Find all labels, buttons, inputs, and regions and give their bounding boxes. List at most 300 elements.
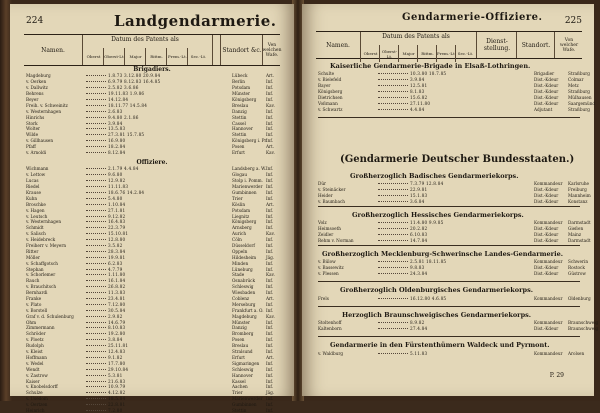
row-name: Zeidler: [318, 232, 334, 238]
row-place: Kommandeur: [534, 351, 563, 357]
dot-leader: [86, 310, 106, 311]
row-name: Schulte: [318, 71, 335, 77]
row-place: Sigmaringen: [232, 360, 260, 366]
header-subcol: Sec.-Lt.: [455, 45, 475, 62]
dot-leader: [378, 228, 408, 229]
dot-leader: [86, 304, 106, 305]
row-rank: Inf.: [266, 396, 274, 402]
header-subcol: Oberst-Lt.: [103, 48, 125, 65]
row-dates: 9.6.80: [108, 172, 123, 178]
row-dates: 16.12.80 4.6.85: [410, 296, 447, 302]
row-rank: Konstanz: [568, 199, 588, 205]
table-row: [26, 284, 278, 290]
table-row: [318, 296, 591, 302]
row-name: v. Oertzen: [26, 402, 48, 408]
row-name: v. Knobelsdorff: [26, 384, 58, 390]
dot-leader: [86, 99, 106, 100]
row-name: Dietrichsen: [318, 95, 343, 100]
row-dates: 7.2.80: [108, 407, 123, 413]
row-dates: 9.4.80 2.1.86: [108, 114, 139, 120]
row-dates: 10.3.80 18.7.85: [410, 71, 447, 77]
row-place: Schleswig: [232, 366, 254, 372]
row-name: v. Waldburg: [318, 351, 344, 357]
table-row: [26, 390, 278, 396]
dot-leader: [378, 189, 408, 190]
row-rank: Inf.: [266, 407, 274, 413]
row-dates: 12.4.83: [108, 349, 126, 355]
dot-leader: [378, 353, 408, 354]
table-row: [26, 349, 278, 355]
row-rank: Braunschweig: [568, 320, 599, 326]
row-place: Kommandeur: [534, 181, 563, 187]
row-dates: 18.2.84: [108, 144, 126, 150]
row-place: Kommandeur: [534, 259, 563, 265]
row-dates: 5.11.83: [410, 351, 428, 357]
dot-leader: [86, 239, 106, 240]
row-dates: 15.10.81: [108, 231, 129, 237]
table-row: [318, 187, 587, 193]
row-rank: Kav.: [266, 313, 275, 319]
table-row: [26, 301, 278, 307]
row-place: Breslau: [232, 343, 249, 349]
row-dates: 18.5.84: [108, 396, 126, 402]
row-rank: Oldenburg: [568, 296, 591, 302]
table-row: [318, 193, 591, 199]
waldeck-list: [318, 351, 585, 357]
row-rank: Darmstadt: [568, 220, 591, 226]
table-row: [26, 114, 278, 120]
dot-leader: [86, 192, 106, 193]
row-dates: 5.4.80: [108, 195, 123, 201]
elsass-list: [318, 71, 596, 112]
row-place: Coblenz: [232, 296, 250, 302]
row-dates: 2.5.81 18.11.85: [410, 259, 447, 265]
row-place: Osnabrück: [232, 278, 256, 284]
table-row: [318, 100, 596, 106]
row-place: Trier: [232, 390, 243, 396]
divider: [318, 306, 580, 307]
dot-leader: [86, 140, 106, 141]
row-rank: Braunschweig: [568, 326, 599, 332]
dot-leader: [86, 339, 106, 340]
table-row: [26, 272, 278, 278]
table-row: [26, 190, 278, 196]
row-place: Königsberg i. Pr.: [232, 138, 268, 144]
row-name: v. Baumbach: [318, 199, 345, 205]
row-rank: Inf.: [266, 108, 274, 114]
dot-leader: [378, 234, 408, 235]
row-dates: 27.4.84: [410, 326, 428, 332]
row-rank: Art.: [266, 144, 275, 150]
row-rank: Inf.: [266, 213, 274, 219]
row-dates: 4.7.79: [108, 266, 123, 272]
row-place: Brigadier: [534, 71, 555, 77]
row-place: Merseburg: [232, 301, 256, 307]
row-dates: 28.3.84: [108, 248, 126, 254]
table-row: [26, 290, 278, 296]
row-name: Pfaff: [26, 144, 36, 150]
row-name: Rauch: [26, 278, 40, 284]
row-name: v. Usedom: [26, 396, 48, 402]
row-dates: 3.9.84: [410, 77, 425, 83]
row-place: Oppeln: [232, 248, 248, 254]
row-rank: Inf.: [266, 166, 274, 172]
row-rank: Inf.: [266, 378, 274, 384]
left-page-number: 224: [26, 16, 44, 26]
row-rank: Mülhausen: [568, 95, 592, 100]
row-rank: Inf.: [266, 366, 274, 372]
header-subcol: Oberst: [82, 48, 104, 65]
row-rank: Inf.: [266, 248, 274, 254]
row-dates: 25.11.81: [108, 343, 129, 349]
row-name: Wolter: [26, 126, 41, 132]
row-dates: 6.2.83: [108, 260, 123, 266]
table-row: [318, 320, 599, 326]
row-name: v. Bassewitz: [318, 265, 344, 271]
dot-leader: [86, 180, 106, 181]
row-name: Rehm v. Norman: [318, 238, 354, 244]
row-dates: 1.8.73 3.12.80 20.9.84: [108, 73, 161, 79]
row-dates: 30.5.84: [108, 307, 126, 313]
row-name: Zimmermann: [26, 325, 55, 331]
row-rank: Inf.: [266, 114, 274, 120]
dot-leader: [86, 345, 106, 346]
row-dates: 11.3.83: [108, 290, 126, 296]
row-name: v. Arnoldi: [26, 150, 47, 156]
row-rank: Güstrow: [568, 271, 586, 277]
row-name: v. Brauchitsch: [26, 284, 57, 290]
table-row: [318, 232, 580, 238]
dot-leader: [86, 386, 106, 387]
dot-leader: [86, 292, 106, 293]
row-name: v. Gillhausen: [26, 138, 54, 144]
row-place: Dist.-Kdeur: [534, 77, 559, 83]
row-name: Lucas: [26, 178, 39, 184]
dot-leader: [86, 257, 106, 258]
dot-leader: [378, 222, 408, 223]
divider: [318, 206, 580, 207]
row-place: Dist.-Kdeur: [534, 238, 559, 244]
row-name: v. Lettow: [26, 172, 46, 178]
dot-leader: [86, 221, 106, 222]
waldeck-section-title: Gendarmerie in den Fürstenthümern Waldeck und Pyrmont.: [330, 341, 550, 349]
table-row: [26, 184, 278, 190]
table-row: [26, 126, 278, 132]
row-place: Potsdam: [232, 85, 251, 91]
table-row: [26, 260, 278, 266]
row-rank: Inf.: [266, 97, 274, 102]
table-row: [318, 226, 584, 232]
dot-leader: [86, 111, 106, 112]
row-name: Wendt: [26, 366, 40, 372]
row-name: v. Plato: [26, 301, 42, 307]
row-place: Stralsund: [232, 349, 253, 355]
dot-leader: [86, 333, 106, 334]
hessen-section-title: Großherzoglich Hessisches Gendarmeriekorps.: [352, 211, 524, 219]
mecklenburg-section-title: Großherzoglich Mecklenburg-Schwerinsche Landes-Gendarmerie.: [322, 250, 563, 258]
table-row: [318, 95, 592, 101]
row-dates: 21.6.83: [108, 378, 126, 384]
row-rank: Straßburg: [568, 106, 590, 112]
row-place: Münster: [232, 91, 250, 97]
dot-leader: [86, 404, 106, 405]
table-row: [26, 237, 278, 243]
row-place: Dist.-Kdeur: [534, 232, 559, 238]
row-place: Danzig: [232, 325, 247, 331]
row-name: v. Leutsch: [26, 213, 48, 219]
row-place: Dist.-Kdeur: [534, 226, 559, 232]
row-name: v. Oerken: [26, 79, 47, 85]
row-place: Dist.-Kdeur: [534, 187, 559, 193]
dot-leader: [86, 410, 106, 411]
row-rank: Darmstadt: [568, 238, 591, 244]
row-dates: 12.5.81: [410, 83, 428, 89]
dot-leader: [86, 263, 106, 264]
row-rank: Kav.: [266, 150, 275, 156]
divider: [318, 117, 580, 118]
row-dates: 11.11.83: [108, 184, 129, 190]
row-name: v. Westernhagen: [26, 219, 62, 225]
braunschweig-section-title: Herzoglich Braunschweigisches Gendarmeriekorps.: [342, 311, 532, 319]
row-name: Ohm: [26, 319, 37, 325]
row-rank: Inf.: [266, 138, 274, 144]
dot-leader: [86, 152, 106, 153]
dot-leader: [86, 75, 106, 76]
row-place: Düsseldorf: [232, 243, 255, 249]
row-name: v. Hagen: [26, 207, 45, 213]
row-dates: 8.12.84: [108, 150, 126, 156]
dot-leader: [86, 227, 106, 228]
row-dates: 13.5.83: [108, 126, 126, 132]
row-name: Frels: [318, 296, 329, 302]
bundesstaaten-title: (Gendarmerie Deutscher Bundesstaaten.): [340, 154, 575, 165]
row-rank: Inf.: [266, 195, 274, 201]
row-dates: 3.8.84: [108, 337, 123, 343]
row-place: Potsdam: [232, 207, 251, 213]
header-subcol: Rittm.: [417, 45, 437, 62]
table-row: [26, 319, 278, 325]
dot-leader: [86, 216, 106, 217]
row-name: Hoffmann: [26, 354, 48, 360]
header-datum-label: Datum des Patents als: [382, 33, 450, 40]
row-dates: 7.3.79 12.8.84: [410, 181, 444, 187]
row-dates: 1.10.84: [108, 201, 126, 207]
row-name: v. Schaffgotsch: [26, 260, 58, 266]
row-dates: 14.6.79: [108, 319, 126, 325]
table-row: [26, 138, 278, 144]
row-dates: 27.3.81 15.7.85: [108, 132, 145, 138]
header-name-column: Namen.: [326, 41, 350, 49]
dot-leader: [378, 267, 408, 268]
header-extra-column: Von welcher Wafe.: [554, 32, 583, 58]
row-place: Erfurt: [232, 150, 245, 156]
row-dates: 2.1.79 4.4.84: [108, 166, 139, 172]
row-place: Köslin: [232, 201, 246, 207]
row-name: v. Schwartz: [318, 106, 343, 112]
row-rank: Mainz: [568, 232, 582, 238]
row-name: v. Salisch: [26, 231, 46, 237]
row-name: Schulze: [26, 390, 43, 396]
row-name: Magdeburg: [26, 73, 51, 79]
row-place: Bromberg: [232, 331, 254, 337]
dot-leader: [86, 174, 106, 175]
table-row: [318, 238, 591, 244]
table-row: [318, 71, 590, 77]
dot-leader: [86, 286, 106, 287]
table-row: [26, 402, 278, 408]
dot-leader: [86, 117, 106, 118]
dot-leader: [378, 261, 408, 262]
table-row: [26, 219, 278, 225]
row-place: Trier: [232, 195, 243, 201]
row-name: Heimsoeth: [318, 226, 341, 232]
row-dates: 4.4.84: [410, 106, 425, 112]
row-place: Posen: [232, 337, 245, 343]
row-dates: 9.1.82: [108, 354, 123, 360]
row-name: Bayer: [318, 83, 331, 89]
dot-leader: [86, 351, 106, 352]
dot-leader: [86, 327, 106, 328]
row-name: Schröder: [26, 331, 46, 337]
row-rank: Inf.: [266, 307, 274, 313]
table-row: [26, 91, 278, 97]
row-dates: 12.9.82: [108, 178, 126, 184]
dot-leader: [378, 109, 408, 110]
row-name: Voßmann: [318, 100, 338, 106]
row-dates: 3.6.84: [410, 199, 425, 205]
row-place: Kommandeur: [534, 296, 563, 302]
row-name: v. Wedel: [26, 360, 44, 366]
row-name: Broschke: [26, 201, 46, 207]
dot-leader: [378, 298, 408, 299]
row-place: Dist.-Kdeur: [534, 95, 559, 100]
row-rank: Inf.: [266, 91, 274, 97]
table-row: [26, 108, 278, 114]
row-name: Freiherr v. Meyern: [26, 243, 67, 249]
row-place: Posen: [232, 144, 245, 150]
row-rank: Inf.: [266, 260, 274, 266]
row-rank: Karlsruhe: [568, 181, 589, 187]
row-rank: Inf.: [266, 384, 274, 390]
dot-leader: [378, 273, 408, 274]
row-dates: 14.12.84: [108, 97, 129, 102]
row-place: Stettin: [232, 407, 247, 413]
row-place: Dist.-Kdeur: [534, 83, 559, 89]
baden-section-title: Großherzoglich Badisches Gendarmeriekorps.: [350, 172, 519, 180]
elsass-section-title: Kaiserliche Gendarmerie-Brigade in Elsaß-Lothringen.: [330, 62, 531, 70]
row-dates: 14.7.84: [410, 238, 428, 244]
header-subcol: Oberst-Lt.: [379, 45, 399, 62]
row-rank: Jäg.: [266, 254, 275, 260]
row-place: Marienwerder: [232, 396, 263, 402]
row-rank: Art.: [266, 296, 275, 302]
row-rank: Kav.: [266, 102, 275, 108]
row-name: v. Kleist: [26, 349, 43, 355]
dot-leader: [86, 210, 106, 211]
table-row: [26, 313, 278, 319]
header-subcol: Oberst: [360, 45, 380, 62]
dot-leader: [86, 398, 106, 399]
row-rank: Art.: [266, 73, 275, 79]
header-garnison-column: Standort &c.: [220, 35, 263, 65]
row-rank: Kav.: [266, 272, 275, 278]
table-row: [26, 166, 278, 172]
mecklenburg-list: [318, 259, 589, 277]
row-dates: 19.9.81: [108, 254, 126, 260]
section-officers: Offiziere.: [136, 159, 168, 166]
row-place: Danzig: [232, 108, 247, 114]
dot-leader: [86, 251, 106, 252]
row-dates: 15.6.82: [410, 95, 428, 100]
row-place: Arnsberg: [232, 225, 252, 231]
row-dates: 19.2.80: [108, 331, 126, 337]
row-rank: Art.: [266, 201, 275, 207]
row-rank: Inf.: [266, 207, 274, 213]
row-dates: 27.11.80: [410, 100, 431, 106]
row-dates: 20.2.82: [410, 226, 428, 232]
row-name: Freih. v. Schweinitz: [26, 102, 68, 108]
dot-leader: [86, 363, 106, 364]
row-place: Königsberg: [232, 97, 257, 102]
left-page: [10, 4, 294, 413]
dot-leader: [86, 357, 106, 358]
row-dates: 3.9.84: [108, 120, 123, 126]
row-name: v. Borstell: [26, 307, 48, 313]
table-row: [318, 89, 590, 95]
row-place: Kommandeur: [534, 320, 563, 326]
row-dates: 10.9.79: [108, 384, 126, 390]
dot-leader: [378, 91, 408, 92]
table-row: [26, 102, 278, 108]
row-rank: Inf.: [266, 360, 274, 366]
row-name: Behrens: [26, 91, 44, 97]
row-rank: Inf.: [266, 184, 274, 190]
row-place: Lübeck: [232, 73, 248, 79]
row-name: Krause: [26, 190, 41, 195]
header-dienst-column: Dienst-stellung.: [476, 32, 517, 58]
table-row: [26, 408, 278, 413]
row-name: Ritter: [26, 248, 39, 254]
row-name: v. Plessen: [318, 271, 339, 277]
row-dates: 2.6.83: [108, 108, 123, 114]
row-dates: 7.12.80: [108, 301, 126, 307]
row-rank: Inf.: [266, 337, 274, 343]
row-dates: 4.12.82: [108, 390, 126, 396]
header-subcol: Major: [398, 45, 418, 62]
table-row: [26, 207, 278, 213]
header-subcol: Prem.-Lt.: [166, 48, 188, 65]
row-place: Stolp i. Pomm.: [232, 178, 263, 184]
braunschweig-list: [318, 320, 599, 332]
table-row: [26, 225, 278, 231]
row-dates: 16.1.84: [108, 278, 126, 284]
oldenburg-list: [318, 296, 591, 302]
row-rank: Inf.: [266, 266, 274, 272]
row-name: v. Dallwitz: [26, 85, 48, 91]
row-rank: Inf.: [266, 325, 274, 331]
divider: [318, 245, 580, 246]
row-place: Glogau: [232, 172, 248, 178]
header-subcol: Major: [124, 48, 146, 65]
row-dates: 16.4.83: [108, 219, 126, 225]
dot-leader: [86, 128, 106, 129]
row-dates: 15.1.83: [410, 193, 428, 199]
row-dates: 2.9.82: [108, 313, 123, 319]
table-row: [26, 144, 278, 150]
row-name: Heinrich: [26, 407, 45, 413]
row-rank: Inf.: [266, 278, 274, 284]
dot-leader: [86, 146, 106, 147]
